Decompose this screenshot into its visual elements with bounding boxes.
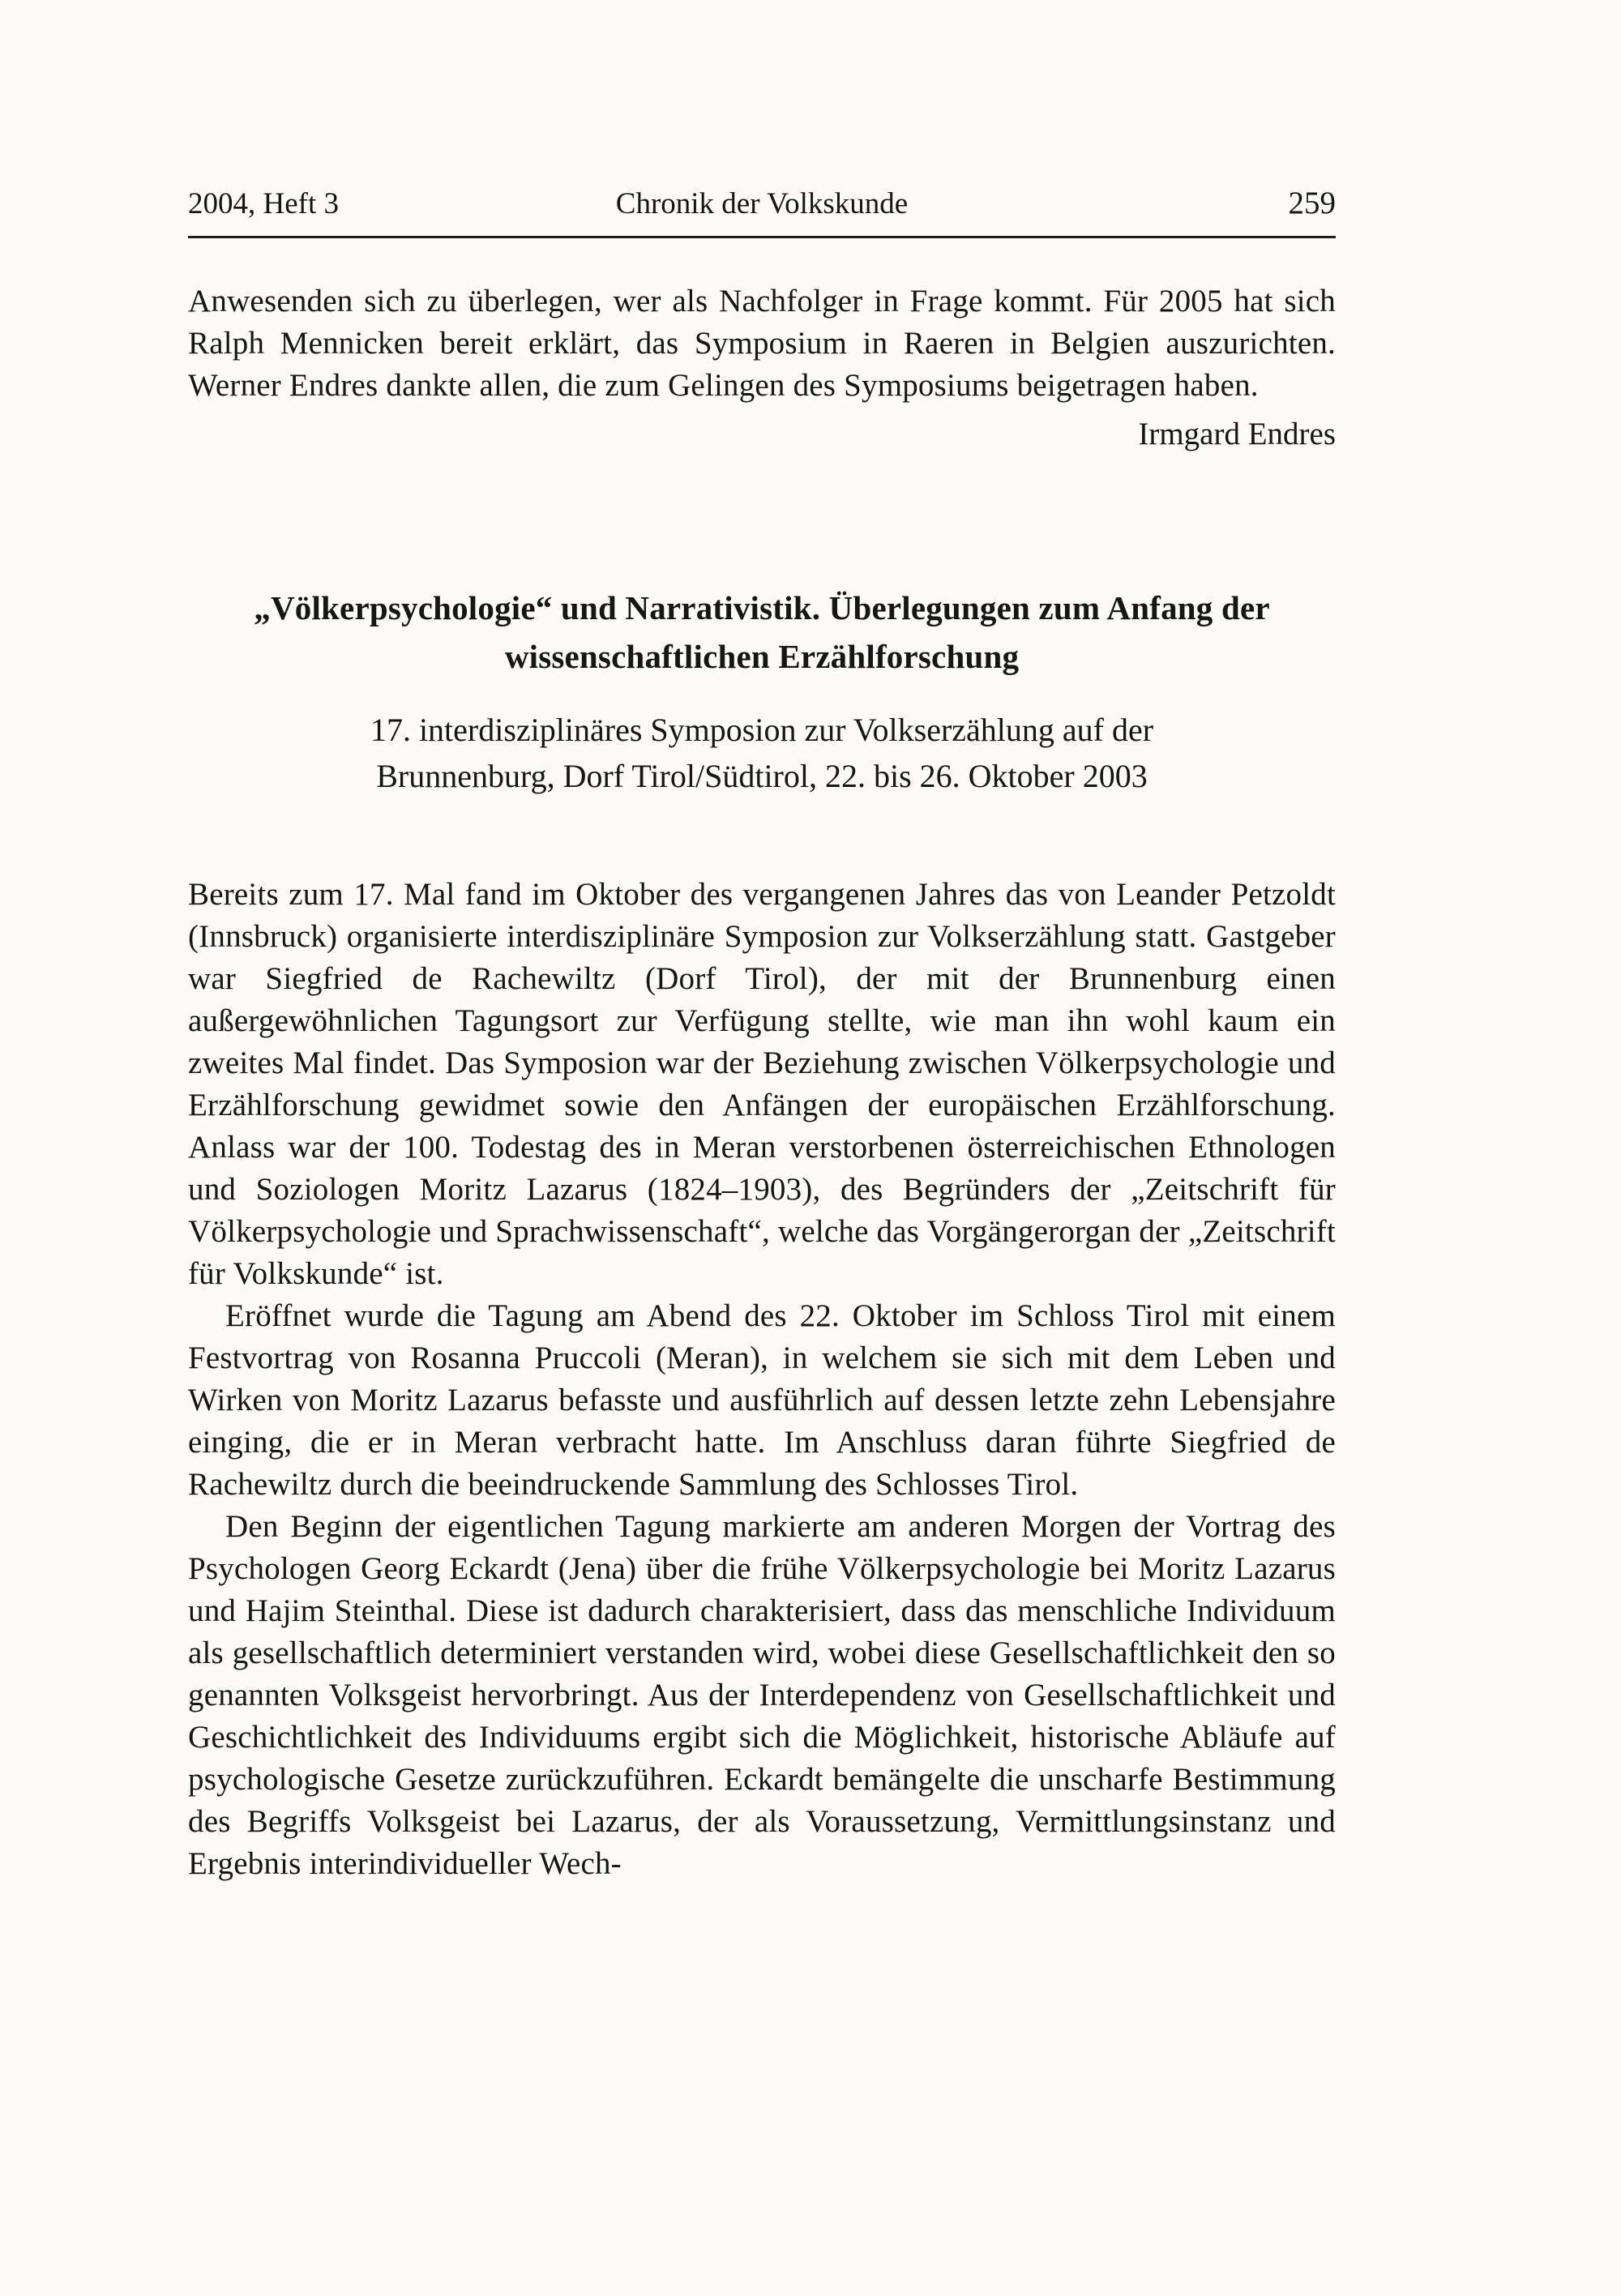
header-issue: 2004, Heft 3	[188, 187, 339, 220]
author-signature: Irmgard Endres	[1138, 417, 1336, 451]
article-subtitle: 17. interdisziplinäres Symposion zur Volkserzählung auf der Brunnenburg, Dorf Tirol/Südtirol, 22. bis 26. Oktober 2003	[370, 712, 1154, 794]
previous-article-closing-paragraph: Anwesenden sich zu überlegen, wer als Nachfolger in Frage kommt. Für 2005 hat sich Ralph Mennicken bereit erklärt, das Symposium in Raeren in Belgien auszurichten. Werner Endres dankte allen, die zum Gelingen des Symposiums beigetragen haben.	[188, 284, 1336, 403]
article-title: „Völkerpsychologie“ und Narrativistik. Überlegungen zum Anfang der wissenschaftlichen Erzählforschung	[254, 589, 1270, 675]
article-paragraph-2: Eröffnet wurde die Tagung am Abend des 22. Oktober im Schloss Tirol mit einem Festvortrag von Rosanna Pruccoli (Meran), in welchem sie sich mit dem Leben und Wirken von Moritz Lazarus befasste und ausführlich auf dessen letzte zehn Lebensjahre einging, die er in Meran verbracht hatte. Im Anschluss daran führte Siegfried de Rachewiltz durch die beeindruckende Sammlung des Schlosses Tirol.	[188, 1298, 1336, 1502]
article-paragraph-1: Bereits zum 17. Mal fand im Oktober des vergangenen Jahres das von Leander Petzoldt (Innsbruck) organisierte interdisziplinäre Symposion zur Volkserzählung statt. Gastgeber war Siegfried de Rachewiltz (Dorf Tirol), der mit der Brunnenburg einen außergewöhnlichen Tagungsort zur Verfügung stellte, wie man ihn wohl kaum ein zweites Mal findet. Das Symposion war der Beziehung zwischen Völkerpsychologie und Erzählforschung gewidmet sowie den Anfängen der europäischen Erzählforschung. Anlass war der 100. Todestag des in Meran verstorbenen österreichischen Ethnologen und Soziologen Moritz Lazarus (1824–1903), des Begründers der „Zeitschrift für Völkerpsychologie und Sprachwissenschaft“, welche das Vorgängerorgan der „Zeitschrift für Volkskunde“ ist.	[188, 877, 1336, 1291]
header-journal-title: Chronik der Volkskunde	[615, 187, 909, 220]
header-page-number: 259	[1288, 186, 1336, 220]
page-header	[188, 185, 1336, 238]
article-paragraph-3: Den Beginn der eigentlichen Tagung markierte am anderen Morgen der Vortrag des Psychologen Georg Eckardt (Jena) über die frühe Völkerpsychologie bei Moritz Lazarus und Hajim Steinthal. Diese ist dadurch charakterisiert, dass das menschliche Individuum als gesellschaftlich determiniert verstanden wird, wobei diese Gesellschaftlichkeit den so genannten Volksgeist hervorbringt. Aus der Interdependenz von Gesellschaftlichkeit und Geschichtlichkeit des Individuums ergibt sich die Möglichkeit, historische Abläufe auf psychologische Gesetze zurückzuführen. Eckardt bemängelte die unscharfe Bestimmung des Begriffs Volksgeist bei Lazarus, der als Voraussetzung, Vermittlungsinstanz und Ergebnis interindividueller Wech-	[188, 1509, 1336, 1881]
